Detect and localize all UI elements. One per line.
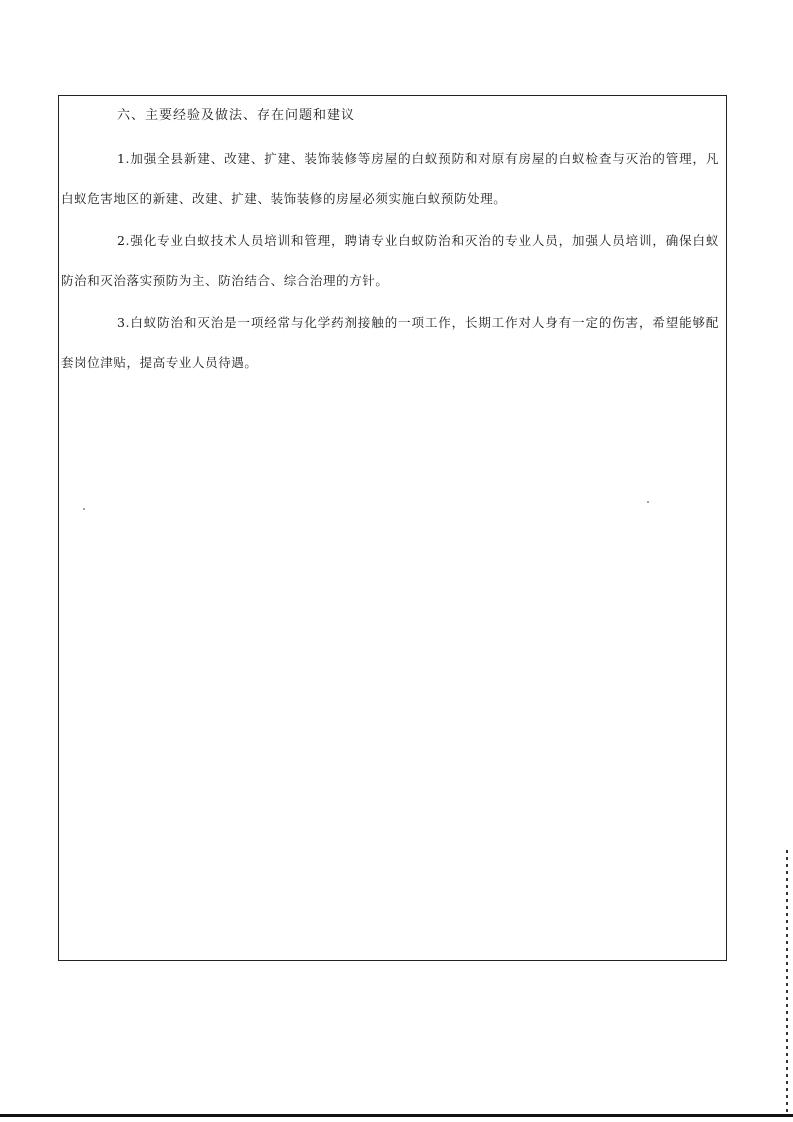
bottom-rule	[0, 1114, 793, 1117]
paragraph-3: 3.白蚁防治和灭治是一项经常与化学药剂接触的一项工作，长期工作对人身有一定的伤害，希望能够配套岗位津贴，提高专业人员待遇。	[61, 315, 719, 370]
scan-speck	[83, 508, 85, 510]
scan-speck	[647, 501, 649, 503]
section-heading: 六、主要经验及做法、存在问题和建议	[117, 108, 356, 123]
paragraph-2: 2.强化专业白蚁技术人员培训和管理，聘请专业白蚁防治和灭治的专业人员，加强人员培训，确保白蚁防治和灭治落实预防为主、防治结合、综合治理的方针。	[61, 233, 719, 288]
paragraph-1: 1.加强全县新建、改建、扩建、装饰装修等房屋的白蚁预防和对原有房屋的白蚁检查与灭治的管理，凡白蚁危害地区的新建、改建、扩建、装饰装修的房屋必须实施白蚁预防处理。	[61, 151, 719, 206]
scan-edge-marks	[786, 850, 788, 1112]
form-section-box	[58, 95, 727, 961]
